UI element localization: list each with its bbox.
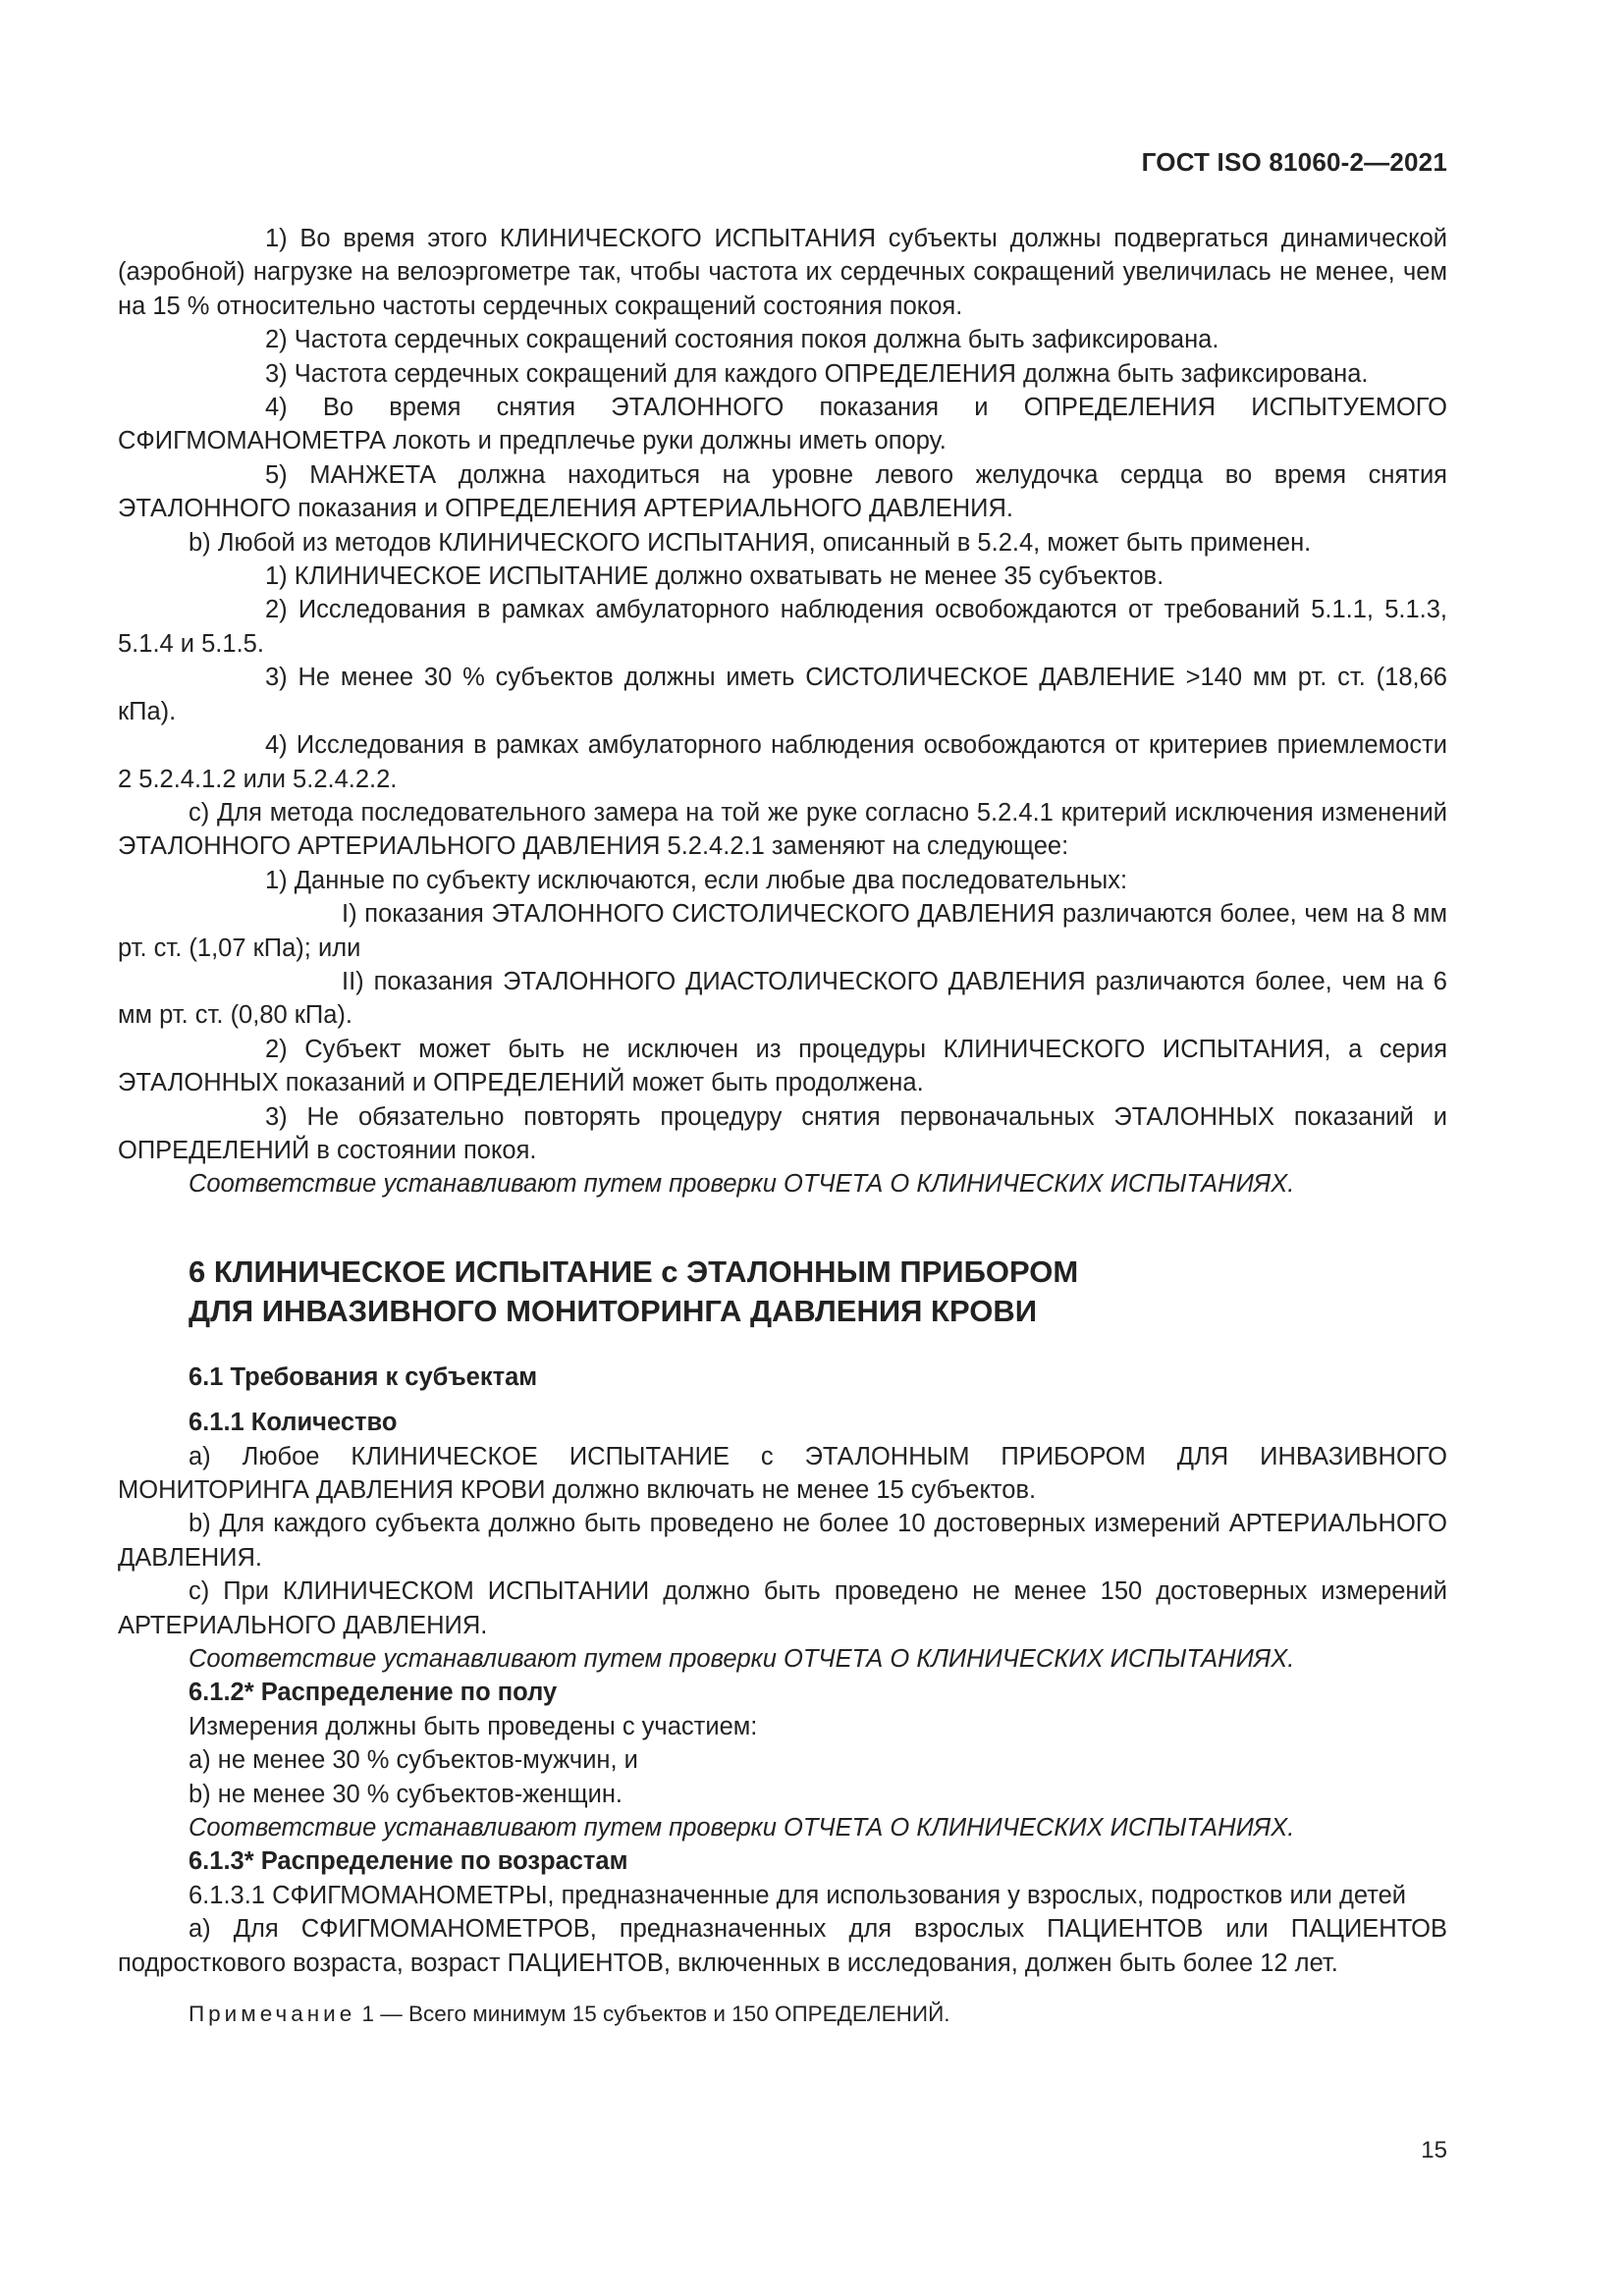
standard-header: ГОСТ ISO 81060-2—2021: [1141, 147, 1447, 177]
compliance-note: Соответствие устанавливают путем проверки ОТЧЕТА О КЛИНИЧЕСКИХ ИСПЫТАНИЯХ.: [189, 1814, 1295, 1842]
paragraph: 1) Данные по субъекту исключаются, если любые два последовательных:: [265, 866, 1128, 894]
paragraph: 2) Субъект может быть не исключен из процедуры КЛИНИЧЕСКОГО ИСПЫТАНИЯ, а серия ЭТАЛОННЫХ показаний и ОПРЕДЕЛЕНИЙ может быть продолжена.: [118, 1035, 1447, 1097]
paragraph: II) показания ЭТАЛОННОГО ДИАСТОЛИЧЕСКОГО ДАВЛЕНИЯ различаются более, чем на 6 мм рт. ст. (0,80 кПа).: [118, 967, 1447, 1030]
paragraph: a) Любое КЛИНИЧЕСКОЕ ИСПЫТАНИЕ с ЭТАЛОННЫМ ПРИБОРОМ ДЛЯ ИНВАЗИВНОГО МОНИТОРИНГА ДАВЛЕНИЯ КРОВИ должно включать не менее 15 субъектов.: [118, 1442, 1447, 1504]
paragraph: 3) Не обязательно повторять процедуру снятия первоначальных ЭТАЛОННЫХ показаний и ОПРЕДЕЛЕНИЙ в состоянии покоя.: [118, 1102, 1447, 1164]
paragraph: I) показания ЭТАЛОННОГО СИСТОЛИЧЕСКОГО ДАВЛЕНИЯ различаются более, чем на 8 мм рт. ст. (1,07 кПа); или: [118, 900, 1447, 962]
section-title-line-1: 6 КЛИНИЧЕСКОЕ ИСПЫТАНИЕ с ЭТАЛОННЫМ ПРИБОРОМ: [189, 1254, 1079, 1289]
note: [118, 1998, 1447, 2031]
paragraph: 1) КЛИНИЧЕСКОЕ ИСПЫТАНИЕ должно охватывать не менее 35 субъектов.: [265, 562, 1164, 591]
paragraph: 1) Во время этого КЛИНИЧЕСКОГО ИСПЫТАНИЯ субъекты должны подвергаться динамической (аэробной) нагрузке на велоэргометре так, чтобы частота их сердечных сокращений увеличилась не менее, чем на 15 % относительно частоты сердечных сокращений состояния покоя.: [118, 225, 1447, 320]
subsection-heading: 6.1.3* Распределение по возрастам: [189, 1847, 628, 1876]
subsection-heading: 6.1.1 Количество: [189, 1409, 398, 1437]
paragraph: 4) Во время снятия ЭТАЛОННОГО показания и ОПРЕДЕЛЕНИЯ ИСПЫТУЕМОГО СФИГМОМАНОМЕТРА локоть и предплечье руки должны иметь опору.: [118, 394, 1447, 455]
paragraph: 3) Частота сердечных сокращений для каждого ОПРЕДЕЛЕНИЯ должна быть зафиксирована.: [265, 359, 1369, 388]
note-text: 1 — Всего минимум 15 субъектов и 150 ОПРЕДЕЛЕНИЙ.: [361, 2002, 950, 2027]
paragraph: b) не менее 30 % субъектов-женщин.: [189, 1780, 623, 1808]
compliance-note: Соответствие устанавливают путем проверки ОТЧЕТА О КЛИНИЧЕСКИХ ИСПЫТАНИЯХ.: [189, 1645, 1295, 1674]
paragraph: 2) Исследования в рамках амбулаторного наблюдения освобождаются от требований 5.1.1, 5.1.3, 5.1.4 и 5.1.5.: [118, 596, 1447, 658]
subsection-heading: 6.1.2* Распределение по полу: [189, 1679, 558, 1707]
document-body: [118, 222, 1447, 2032]
paragraph: a) Для СФИГМОМАНОМЕТРОВ, предназначенных для взрослых ПАЦИЕНТОВ или ПАЦИЕНТОВ подросткового возраста, возраст ПАЦИЕНТОВ, включенных в исследования, должен быть более 12 лет.: [118, 1915, 1447, 1977]
paragraph: a) не менее 30 % субъектов-мужчин, и: [189, 1746, 638, 1775]
section-title: [189, 1253, 1447, 1331]
page-number: 15: [1421, 2137, 1447, 2163]
paragraph: c) Для метода последовательного замера на той же руке согласно 5.2.4.1 критерий исключения изменений ЭТАЛОННОГО АРТЕРИАЛЬНОГО ДАВЛЕНИЯ 5.2.4.2.1 заменяют на следующее:: [118, 798, 1447, 861]
compliance-note: Соответствие устанавливают путем проверки ОТЧЕТА О КЛИНИЧЕСКИХ ИСПЫТАНИЯХ.: [189, 1170, 1295, 1199]
paragraph: Измерения должны быть проведены с участием:: [189, 1712, 758, 1740]
section-title-line-2: ДЛЯ ИНВАЗИВНОГО МОНИТОРИНГА ДАВЛЕНИЯ КРОВИ: [189, 1293, 1038, 1328]
paragraph: b) Любой из методов КЛИНИЧЕСКОГО ИСПЫТАНИЯ, описанный в 5.2.4, может быть применен.: [189, 528, 1312, 557]
paragraph: 5) МАНЖЕТА должна находиться на уровне левого желудочка сердца во время снятия ЭТАЛОННОГО показания и ОПРЕДЕЛЕНИЯ АРТЕРИАЛЬНОГО ДАВЛЕНИЯ.: [118, 460, 1447, 523]
note-label: Примечание: [189, 2002, 356, 2027]
paragraph: 6.1.3.1 СФИГМОМАНОМЕТРЫ, предназначенные для использования у взрослых, подростков или детей: [189, 1881, 1407, 1909]
paragraph: c) При КЛИНИЧЕСКОМ ИСПЫТАНИИ должно быть проведено не менее 150 достоверных измерений АРТЕРИАЛЬНОГО ДАВЛЕНИЯ.: [118, 1577, 1447, 1639]
paragraph: 3) Не менее 30 % субъектов должны иметь СИСТОЛИЧЕСКОЕ ДАВЛЕНИЕ >140 мм рт. ст. (18,66 кПа).: [118, 664, 1447, 725]
paragraph: b) Для каждого субъекта должно быть проведено не более 10 достоверных измерений АРТЕРИАЛЬНОГО ДАВЛЕНИЯ.: [118, 1510, 1447, 1572]
subsection-heading: 6.1 Требования к субъектам: [189, 1362, 538, 1391]
paragraph: 2) Частота сердечных сокращений состояния покоя должна быть зафиксирована.: [265, 326, 1219, 354]
paragraph: 4) Исследования в рамках амбулаторного наблюдения освобождаются от критериев приемлемости 2 5.2.4.1.2 или 5.2.4.2.2.: [118, 731, 1447, 793]
